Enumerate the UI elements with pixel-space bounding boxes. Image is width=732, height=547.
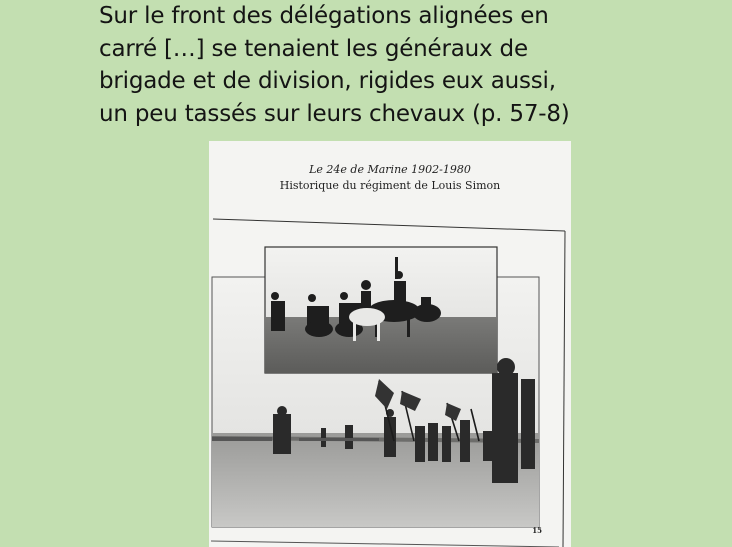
quote-line: brigade et de division, rigides eux aussi, bbox=[99, 68, 556, 94]
quote-line: Sur le front des délégations alignées en bbox=[99, 3, 549, 29]
generals-on-horseback-photo bbox=[265, 247, 497, 373]
scanned-book-page bbox=[209, 141, 571, 547]
page-number: 15 bbox=[532, 526, 542, 535]
page-photos bbox=[209, 141, 571, 547]
slide-quote bbox=[99, 0, 659, 130]
quote-line: un peu tassés sur leurs chevaux (p. 57-8) bbox=[99, 100, 570, 127]
book-subtitle: Historique du régiment de Louis Simon bbox=[279, 179, 501, 192]
book-title: Le 24e de Marine 1902-1980 bbox=[309, 163, 471, 176]
quote-line: carré […] se tenaient les généraux de bbox=[99, 35, 528, 62]
